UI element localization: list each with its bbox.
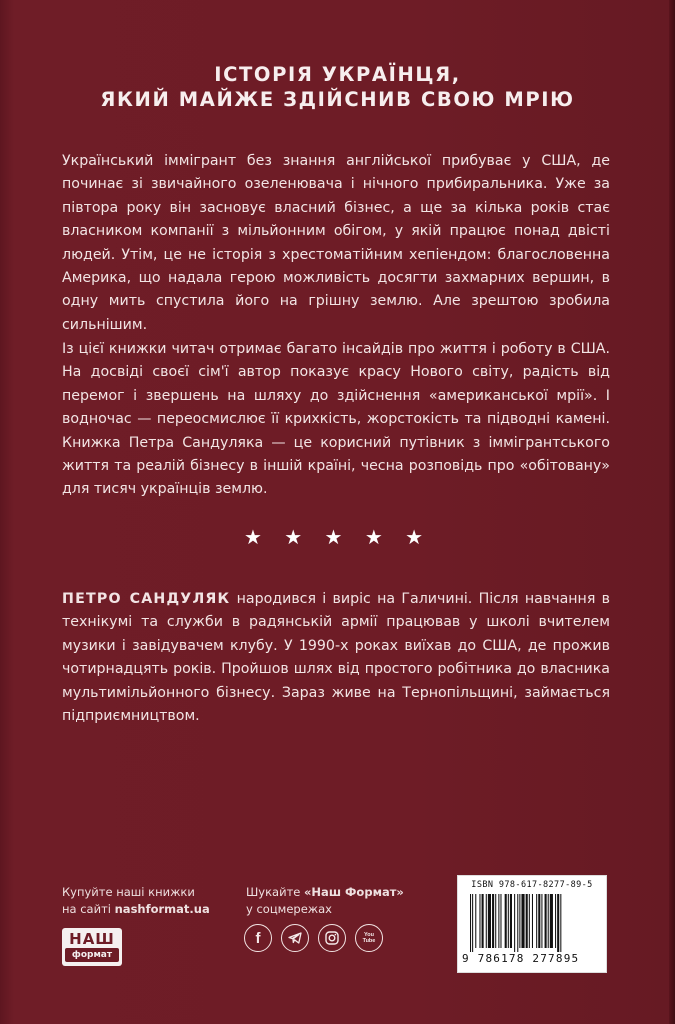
telegram-glyph: [288, 932, 302, 944]
barcode-bar: [498, 894, 499, 948]
barcode-bar: [488, 894, 491, 948]
instagram-icon[interactable]: [318, 924, 346, 952]
spine-edge: [669, 0, 675, 1024]
author-bio: [62, 588, 610, 728]
logo-top-text: НАШ: [69, 930, 115, 948]
barcode-bar: [529, 894, 530, 948]
instagram-glyph: [325, 931, 339, 945]
search-line-2: у соцмережах: [246, 902, 332, 916]
barcode-bar: [517, 894, 518, 952]
search-prefix: Шукайте: [246, 885, 304, 899]
isbn-text: ISBN 978-617-8277-89-5: [471, 880, 593, 890]
star-icon: ★: [243, 525, 270, 549]
buy-info: [62, 884, 210, 918]
barcode-bar: [470, 894, 471, 952]
barcode-bar: [536, 894, 537, 948]
barcode-bar: [560, 894, 561, 952]
paragraph-2-text: Із цієї книжки читач отримає багато інсайдів про життя і роботу в США. На досвіді своєї сім'ї автор показує красу Нового світу, радість від перемог і звершень на шляху до здійснення «американської мрії». І водночас — переосмислює її крихкість, жорстокість та підводні камені. Книжка Петра Сандуляка — це корисний путівник з іммігрантського життя та реалій бізнесу в іншій країні, чесна розповідь про «обітовану» для тисяч українців землю.: [62, 341, 610, 498]
barcode-bar: [495, 894, 496, 948]
barcode-bar: [519, 894, 520, 948]
search-brand: «Наш Формат»: [304, 885, 404, 899]
facebook-icon[interactable]: [244, 924, 272, 952]
buy-line-1: Купуйте наші книжки: [62, 885, 195, 899]
description-paragraph-1: [62, 150, 610, 337]
logo-bottom-text: формат: [65, 948, 119, 962]
social-info: [246, 884, 404, 918]
star-divider: [0, 525, 675, 549]
barcode-bar: [508, 894, 509, 948]
barcode-bar: [526, 894, 528, 948]
ean-digits: 9 786178 277895: [462, 952, 580, 965]
barcode-bar: [538, 894, 540, 948]
barcode-bar: [486, 894, 487, 948]
barcode-bar: [479, 894, 480, 948]
description-paragraph-2: [62, 338, 610, 502]
author-bio-body: народився і виріс на Галичині. Після навчання в технікумі та служби в радянській армії працював у школі вчителем музики і завідувачем клубу. У 1990-х роках виїхав до США, де прожив чотирнадцять років. Пройшов шлях від простого робітника до власника мультимільйонного бізнесу. Зараз живе на Тернопільщині, займається підприємництвом.: [62, 591, 610, 725]
buy-line-2: [62, 901, 210, 918]
barcode-bar: [492, 894, 494, 948]
barcode-bar: [555, 894, 556, 948]
barcode-bar: [482, 894, 484, 948]
star-icon: ★: [364, 525, 391, 549]
headline-line-1: ІСТОРІЯ УКРАЇНЦЯ,: [214, 63, 461, 86]
barcode-bar: [472, 894, 473, 952]
telegram-icon[interactable]: [281, 924, 309, 952]
barcode-bar: [548, 894, 549, 948]
author-bio-text: [62, 588, 610, 728]
social-links: [244, 924, 383, 952]
barcode-bars: [470, 894, 594, 952]
star-icon: ★: [284, 525, 311, 549]
barcode-bar: [521, 894, 524, 948]
paragraph-1-text: Український іммігрант без знання англійської прибуває у США, де починає зі звичайного озеленювача і нічного прибиральника. Уже за півтора року він засновує власний бізнес, а ще за кілька років стає власником компанії з мільйонним обігом, у якій працює понад двісті людей. Утім, це не історія з хрестоматійним хепіендом: благословенна Америка, що надала герою можливість досягти захмарних вершин, в одну мить спустила його на грішну землю. Але зрештою зробила сильнішим.: [62, 153, 610, 333]
barcode-bar: [532, 894, 533, 948]
publisher-site-link[interactable]: nashformat.ua: [114, 902, 210, 916]
barcode-bar: [541, 894, 542, 948]
barcode-bar: [557, 894, 559, 952]
facebook-glyph: f: [255, 929, 261, 947]
barcode: [457, 875, 607, 973]
barcode-bar: [545, 894, 547, 948]
publisher-logo: [62, 928, 122, 966]
barcode-bar: [510, 894, 512, 948]
headline-line-2: ЯКИЙ МАЙЖЕ ЗДІЙСНИВ СВОЮ МРІЮ: [100, 88, 575, 111]
barcode-bar: [500, 894, 501, 948]
barcode-bar: [514, 894, 515, 952]
barcode-bar: [505, 894, 507, 948]
barcode-bar: [550, 894, 553, 948]
search-line-1: [246, 884, 404, 901]
youtube-glyph: You Tube: [362, 932, 376, 944]
barcode-bar: [475, 894, 476, 948]
youtube-icon[interactable]: [355, 924, 383, 952]
buy-prefix: на сайті: [62, 902, 115, 916]
star-icon: ★: [324, 525, 351, 549]
star-icon: ★: [405, 525, 432, 549]
headline: [0, 62, 675, 112]
author-name: ПЕТРО САНДУЛЯК: [62, 591, 231, 607]
